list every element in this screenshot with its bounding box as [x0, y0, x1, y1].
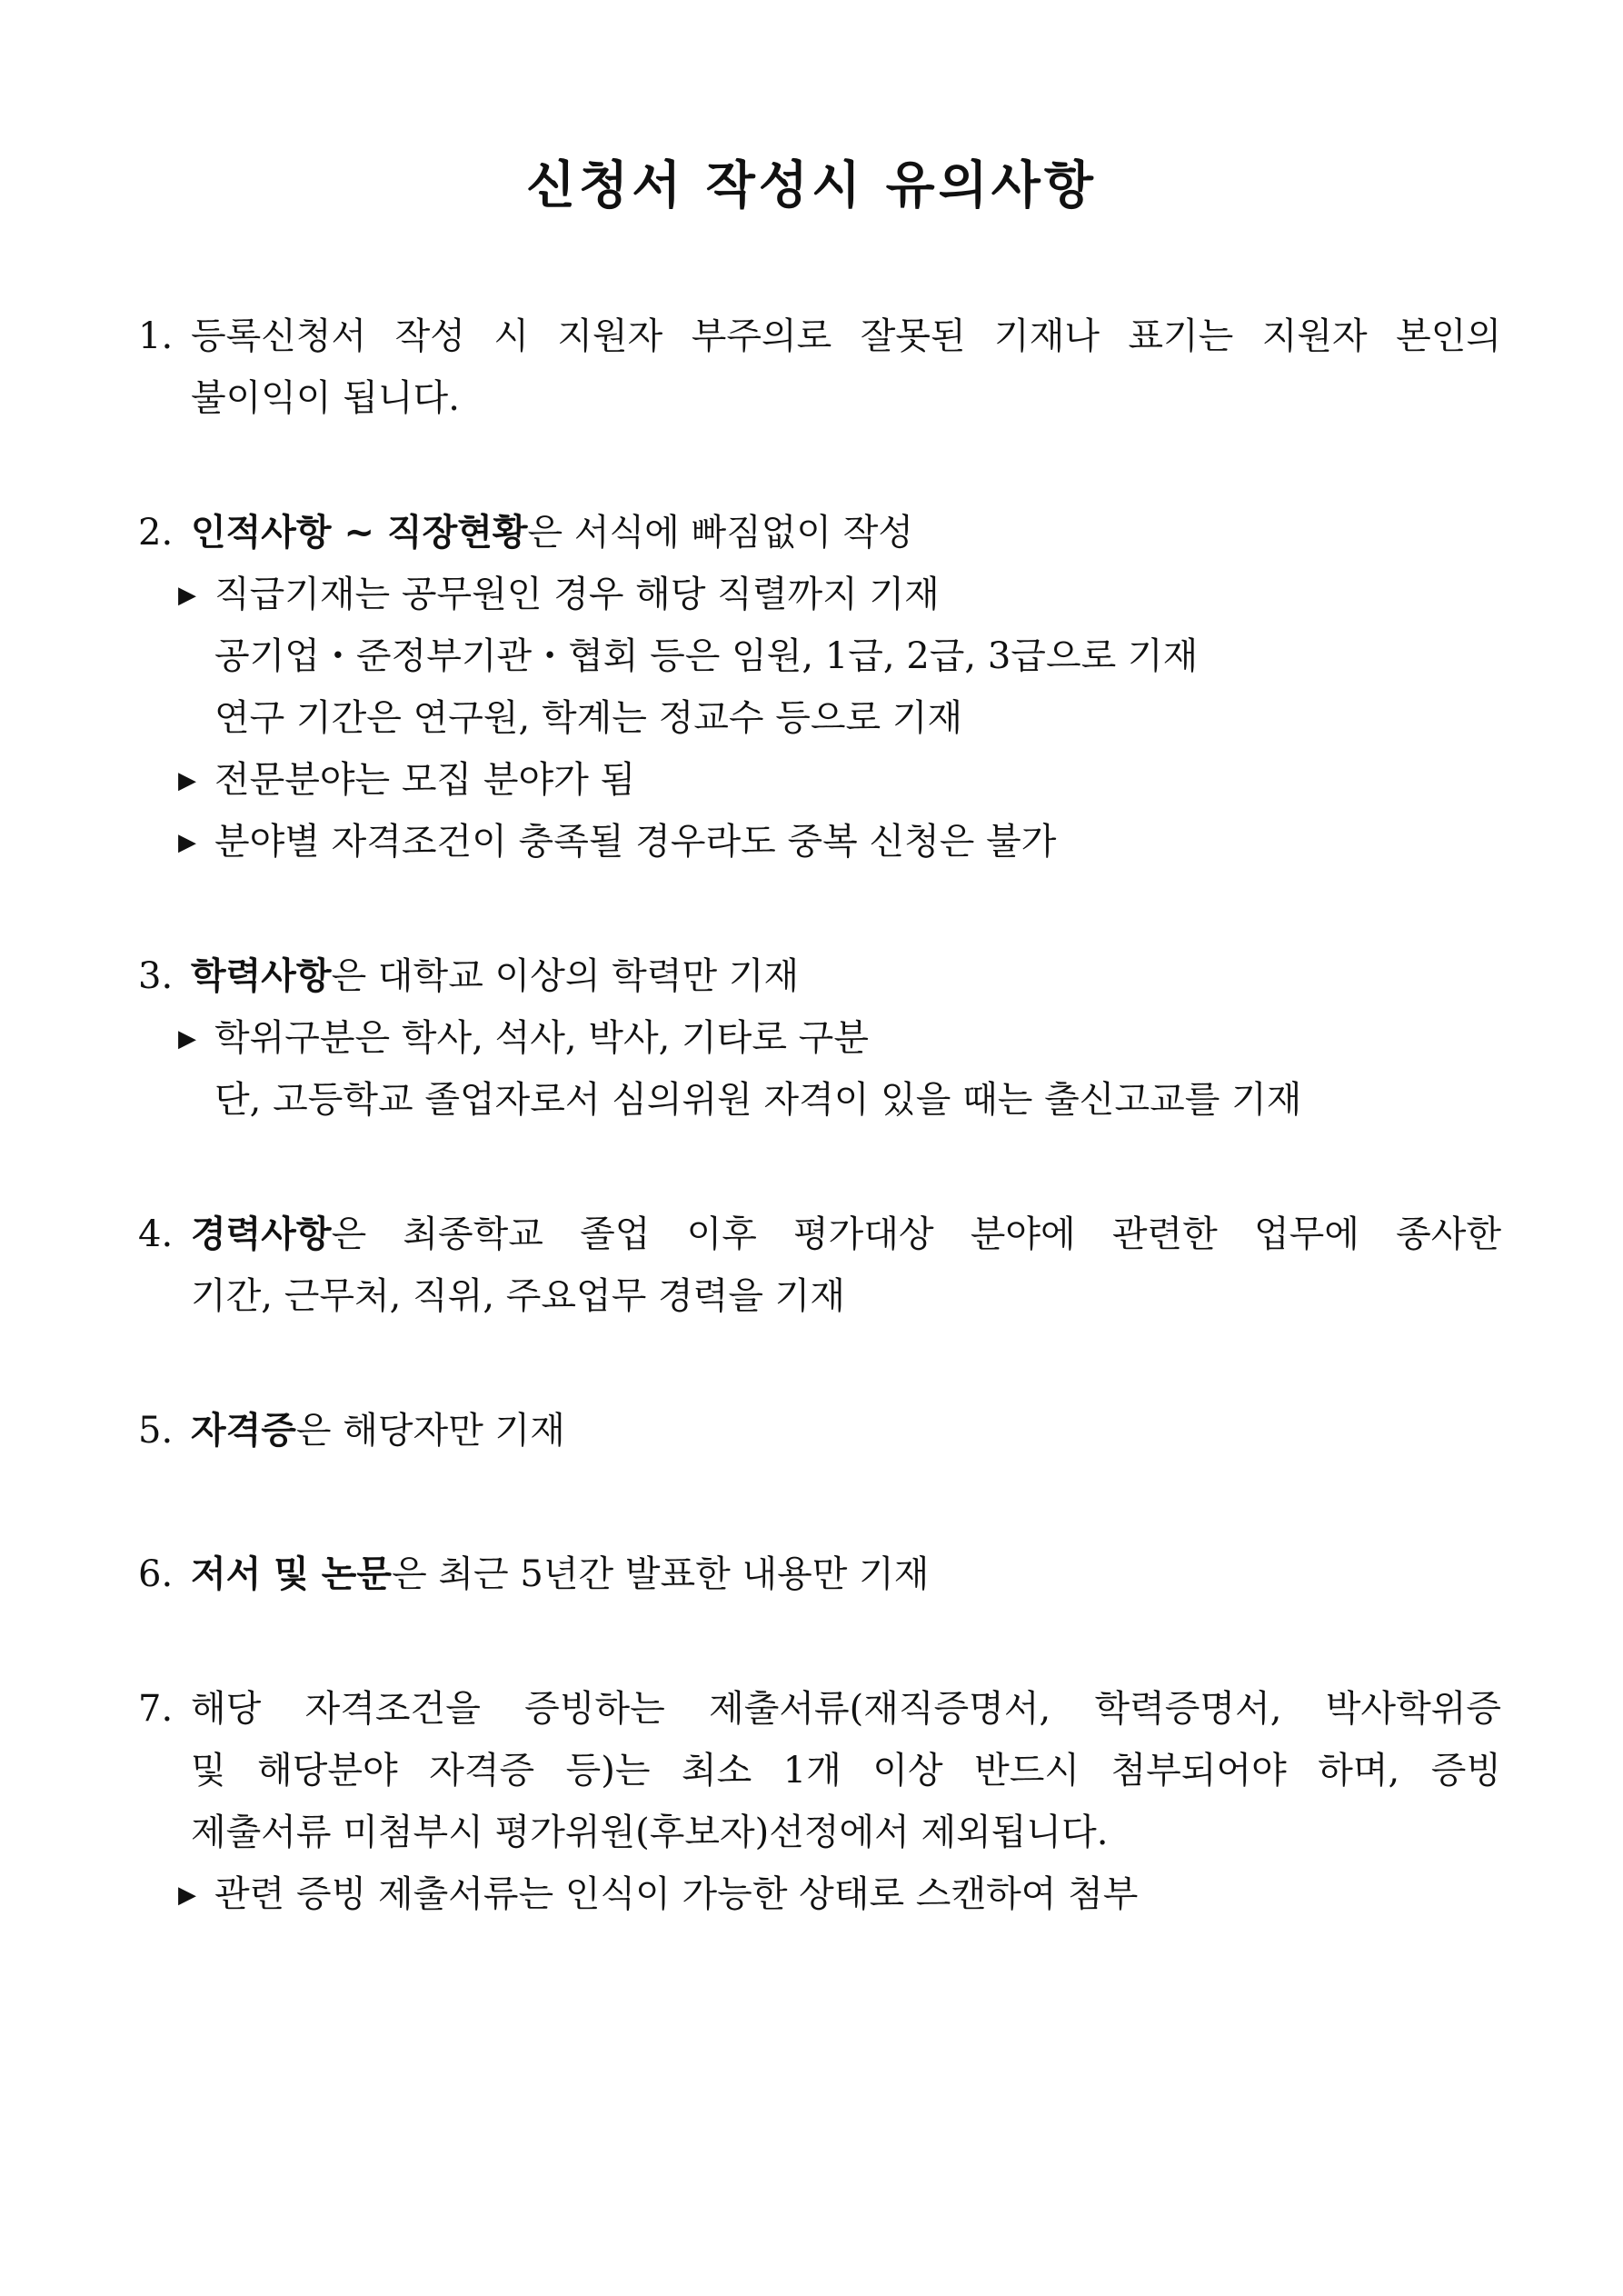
- item-2-bullet-2: ▶ 전문분야는 모집 분야가 됨: [178, 759, 636, 801]
- item-number: 1.: [138, 315, 174, 357]
- item-1-line-1: 1. 등록신청서 작성 시 지원자 부주의로 잘못된 기재나 표기는 지원자 본인의: [138, 315, 1501, 357]
- item-4-bold-label: 경력사항: [191, 1213, 332, 1255]
- item-3-bold-label: 학력사항: [191, 955, 332, 997]
- bullet-icon: ▶: [178, 582, 196, 609]
- item-7-bullet-1: ▶ 관련 증빙 제출서류는 인식이 가능한 상태로 스캔하여 첨부: [178, 1873, 1139, 1915]
- bullet-icon: ▶: [178, 767, 196, 794]
- item-7-line-2: 및 해당분야 자격증 등)는 최소 1개 이상 반드시 첨부되어야 하며, 증빙: [191, 1750, 1501, 1792]
- item-5-bold-label: 자격증: [191, 1410, 296, 1452]
- item-2-bullet-3: ▶ 분야별 자격조건이 충족될 경우라도 중복 신청은 불가: [178, 821, 1057, 863]
- item-4-heading: 4. 경력사항은 최종학교 졸업 이후 평가대상 분야에 관련한 업무에 종사한: [138, 1213, 1501, 1255]
- item-2-heading: 2. 인적사항 ~ 직장현황은 서식에 빠짐없이 작성: [138, 512, 914, 554]
- item-number: 4.: [138, 1213, 174, 1255]
- bullet-icon: ▶: [178, 829, 196, 856]
- item-6-heading: 6. 저서 및 논문은 최근 5년간 발표한 내용만 기재: [138, 1553, 930, 1595]
- item-3-bullet-1-cont-1: 단, 고등학교 졸업자로서 심의위원 자격이 있을 때는 출신고교를 기재: [214, 1079, 1302, 1121]
- bullet-icon: ▶: [178, 1882, 196, 1909]
- item-6-bold-label: 저서 및 논문: [191, 1553, 393, 1595]
- item-1-line-2: 불이익이 됩니다.: [191, 377, 460, 419]
- page-title: 신청서 작성시 유의사항: [526, 156, 1097, 215]
- bullet-icon: ▶: [178, 1025, 196, 1053]
- item-7-line-1: 7. 해당 자격조건을 증빙하는 제출서류(재직증명서, 학력증명서, 박사학위증: [138, 1688, 1501, 1730]
- item-2-bullet-1: ▶ 직급기재는 공무원인 경우 해당 직렬까지 기재: [178, 574, 940, 615]
- item-4-line-2: 기간, 근무처, 직위, 주요업무 경력을 기재: [191, 1275, 845, 1317]
- item-2-bullet-1-cont-2: 연구 기간은 연구원, 학계는 정교수 등으로 기재: [214, 697, 963, 739]
- item-2-bold-label: 인적사항 ~ 직장현황: [191, 512, 528, 554]
- item-7-line-3: 제출서류 미첨부시 평가위원(후보자)선정에서 제외됩니다.: [191, 1812, 1109, 1853]
- item-number: 2.: [138, 512, 174, 554]
- item-number: 7.: [138, 1688, 174, 1730]
- item-3-heading: 3. 학력사항은 대학교 이상의 학력만 기재: [138, 955, 800, 997]
- item-number: 3.: [138, 955, 174, 997]
- item-number: 5.: [138, 1410, 174, 1452]
- item-5-heading: 5. 자격증은 해당자만 기재: [138, 1410, 565, 1452]
- item-3-bullet-1: ▶ 학위구분은 학사, 석사, 박사, 기타로 구분: [178, 1017, 869, 1059]
- item-2-bullet-1-cont-1: 공기업・준정부기관・협회 등은 임원, 1급, 2급, 3급으로 기재: [214, 635, 1199, 677]
- item-number: 6.: [138, 1553, 174, 1595]
